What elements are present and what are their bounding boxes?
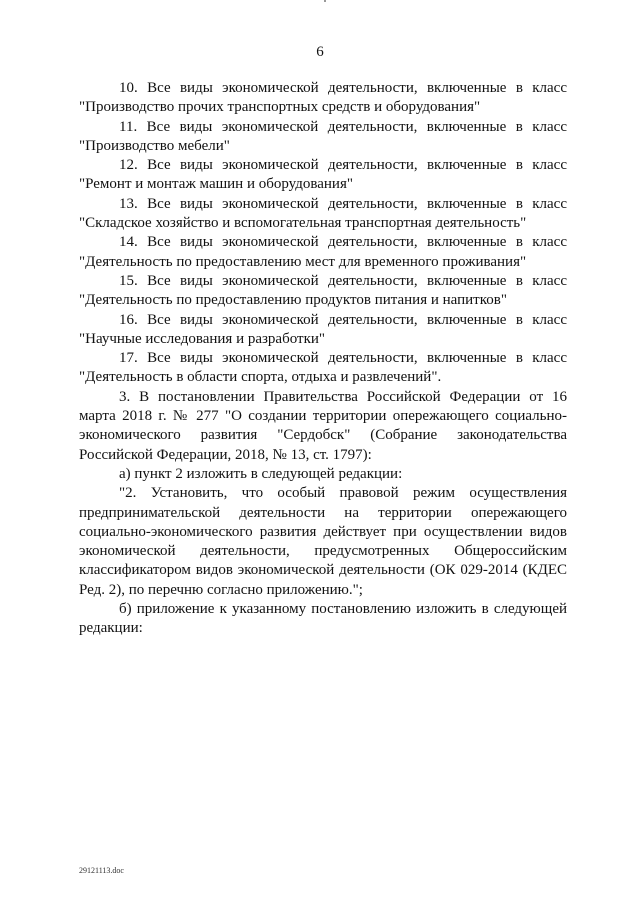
sub-item-a: а) пункт 2 изложить в следующей редакции: bbox=[119, 465, 403, 482]
list-item-16 bbox=[79, 311, 567, 350]
list-item-class-name: "Складское хозяйство и вспомогательная транспортная деятельность" bbox=[79, 215, 527, 232]
list-item-text: 10. Все виды экономической деятельности, включенные в класс bbox=[119, 80, 567, 96]
list-item-class-name: "Деятельность в области спорта, отдыха и развлечений". bbox=[79, 369, 442, 386]
list-item-text: 15. Все виды экономической деятельности, включенные в класс bbox=[119, 272, 567, 289]
quote-line: классификатором видов экономической деятельности (ОК 029-2014 (КДЕС bbox=[79, 562, 567, 579]
list-item-class-name: "Научные исследования и разработки" bbox=[79, 330, 326, 347]
quote-line: "2. Установить, что особый правовой режим осуществления bbox=[119, 485, 567, 502]
list-item-text: 13. Все виды экономической деятельности, включенные в класс bbox=[119, 195, 567, 212]
page-number: 6 bbox=[316, 44, 324, 60]
quoted-clause-2 bbox=[79, 484, 567, 600]
sub-item-b-line: б) приложение к указанному постановлению изложить в следующей bbox=[119, 601, 567, 618]
sub-item-b bbox=[79, 600, 567, 639]
list-item-class-name: "Производство мебели" bbox=[79, 137, 230, 154]
list-item-14 bbox=[79, 233, 567, 272]
list-item-17 bbox=[79, 349, 567, 388]
item-3-line: 3. В постановлении Правительства Российской Федерации bbox=[119, 388, 521, 405]
list-item-12 bbox=[79, 156, 567, 195]
document-body bbox=[79, 79, 567, 639]
sub-item-b-line: редакции: bbox=[79, 620, 143, 637]
list-item-10 bbox=[79, 79, 567, 118]
list-item-13 bbox=[79, 195, 567, 234]
list-item-class-name: "Производство прочих транспортных средств и оборудования" bbox=[79, 99, 481, 116]
list-item-class-name: "Деятельность по предоставлению продуктов питания и напитков" bbox=[79, 292, 507, 309]
list-item-text: 11. Все виды экономической деятельности, включенные в класс bbox=[119, 118, 567, 135]
list-item-11 bbox=[79, 118, 567, 157]
scan-artifact bbox=[324, 0, 326, 2]
file-name-footer: 29121113.doc bbox=[79, 866, 124, 875]
list-item-15 bbox=[79, 272, 567, 311]
item-3-line: от 16 марта 2018 г. № 277 "О создании территории опережающего bbox=[79, 388, 567, 425]
quote-line: экономической деятельности, предусмотренных Общероссийским bbox=[79, 543, 567, 560]
list-item-text: 17. Все виды экономической деятельности, включенные в класс bbox=[119, 350, 567, 367]
item-3-line: законодательства Российской Федерации, 2018, № 13, ст. 1797): bbox=[79, 427, 567, 463]
quote-line: социально-экономического развития действует при осуществлении видов bbox=[79, 523, 567, 540]
list-item-class-name: "Деятельность по предоставлению мест для временного проживания" bbox=[79, 253, 527, 270]
list-item-class-name: "Ремонт и монтаж машин и оборудования" bbox=[79, 176, 353, 193]
list-item-text: 14. Все виды экономической деятельности, включенные в класс bbox=[119, 234, 567, 251]
item-3-line: социально-экономического развития "Сердобск" (Собрание bbox=[79, 408, 567, 444]
quote-line: предпринимательской деятельности на территории опережающего bbox=[79, 504, 567, 521]
list-item-text: 16. Все виды экономической деятельности, включенные в класс bbox=[119, 311, 567, 328]
item-3-paragraph bbox=[79, 388, 567, 465]
quote-line: Ред. 2), по перечню согласно приложению."; bbox=[79, 581, 363, 598]
list-item-text: 12. Все виды экономической деятельности, включенные в класс bbox=[119, 157, 567, 174]
